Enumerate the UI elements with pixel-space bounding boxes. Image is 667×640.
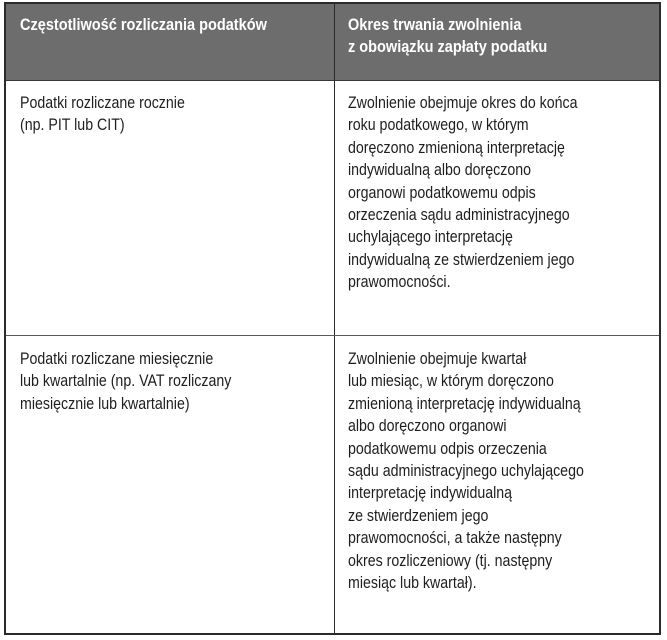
cell-text: indywidualną albo doręczono xyxy=(348,161,532,180)
table-row xyxy=(6,336,659,633)
tax-exemption-table xyxy=(4,2,661,635)
table-row xyxy=(6,80,659,336)
cell-text: organowi podatkowemu odpis xyxy=(348,183,536,202)
cell-text: uchylającego interpretację xyxy=(348,228,513,247)
cell-text: lub kwartalnie (np. VAT rozliczany xyxy=(20,372,232,391)
header-text: Częstotliwość rozliczania podatków xyxy=(20,16,267,34)
cell-frequency xyxy=(6,80,335,335)
cell-text: prawomocności. xyxy=(348,273,451,292)
cell-text: albo doręczono organowi xyxy=(348,417,507,436)
cell-text: okres rozliczeniowy (tj. następny xyxy=(348,551,553,570)
cell-text: prawomocności, a także następny xyxy=(348,529,562,548)
cell-text: sądu administracyjnego uchylającego xyxy=(348,462,584,481)
cell-text: roku podatkowego, w którym xyxy=(348,116,529,135)
cell-text: miesięcznie lub kwartalnie) xyxy=(20,394,190,413)
header-text: Okres trwania zwolnienia xyxy=(348,16,522,34)
cell-text: orzeczenia sądu administracyjnego xyxy=(348,206,570,225)
cell-text: podatkowemu odpis orzeczenia xyxy=(348,439,547,458)
cell-text: zmienioną interpretację indywidualną xyxy=(348,394,581,413)
header-text: z obowiązku zapłaty podatku xyxy=(348,38,548,56)
cell-exemption-period xyxy=(335,336,659,633)
cell-text: miesiąc lub kwartał). xyxy=(348,574,477,593)
cell-text: indywidualną ze stwierdzeniem jego xyxy=(348,250,575,269)
cell-text: doręczono zmienioną interpretację xyxy=(348,138,565,157)
table-header-row xyxy=(6,4,659,81)
cell-text: Podatki rozliczane rocznie xyxy=(20,94,185,112)
cell-exemption-period xyxy=(335,80,659,335)
cell-text: ze stwierdzeniem jego xyxy=(348,506,489,525)
cell-text: Zwolnienie obejmuje okres do końca xyxy=(348,94,578,112)
cell-text: Podatki rozliczane miesięcznie xyxy=(20,350,214,368)
cell-text: Zwolnienie obejmuje kwartał xyxy=(348,350,527,368)
header-cell-frequency xyxy=(6,4,335,80)
header-cell-exemption-period xyxy=(335,4,659,80)
cell-frequency xyxy=(6,336,335,633)
cell-text: lub miesiąc, w którym doręczono xyxy=(348,372,554,391)
cell-text: (np. PIT lub CIT) xyxy=(20,116,125,135)
cell-text: interpretację indywidualną xyxy=(348,484,513,503)
